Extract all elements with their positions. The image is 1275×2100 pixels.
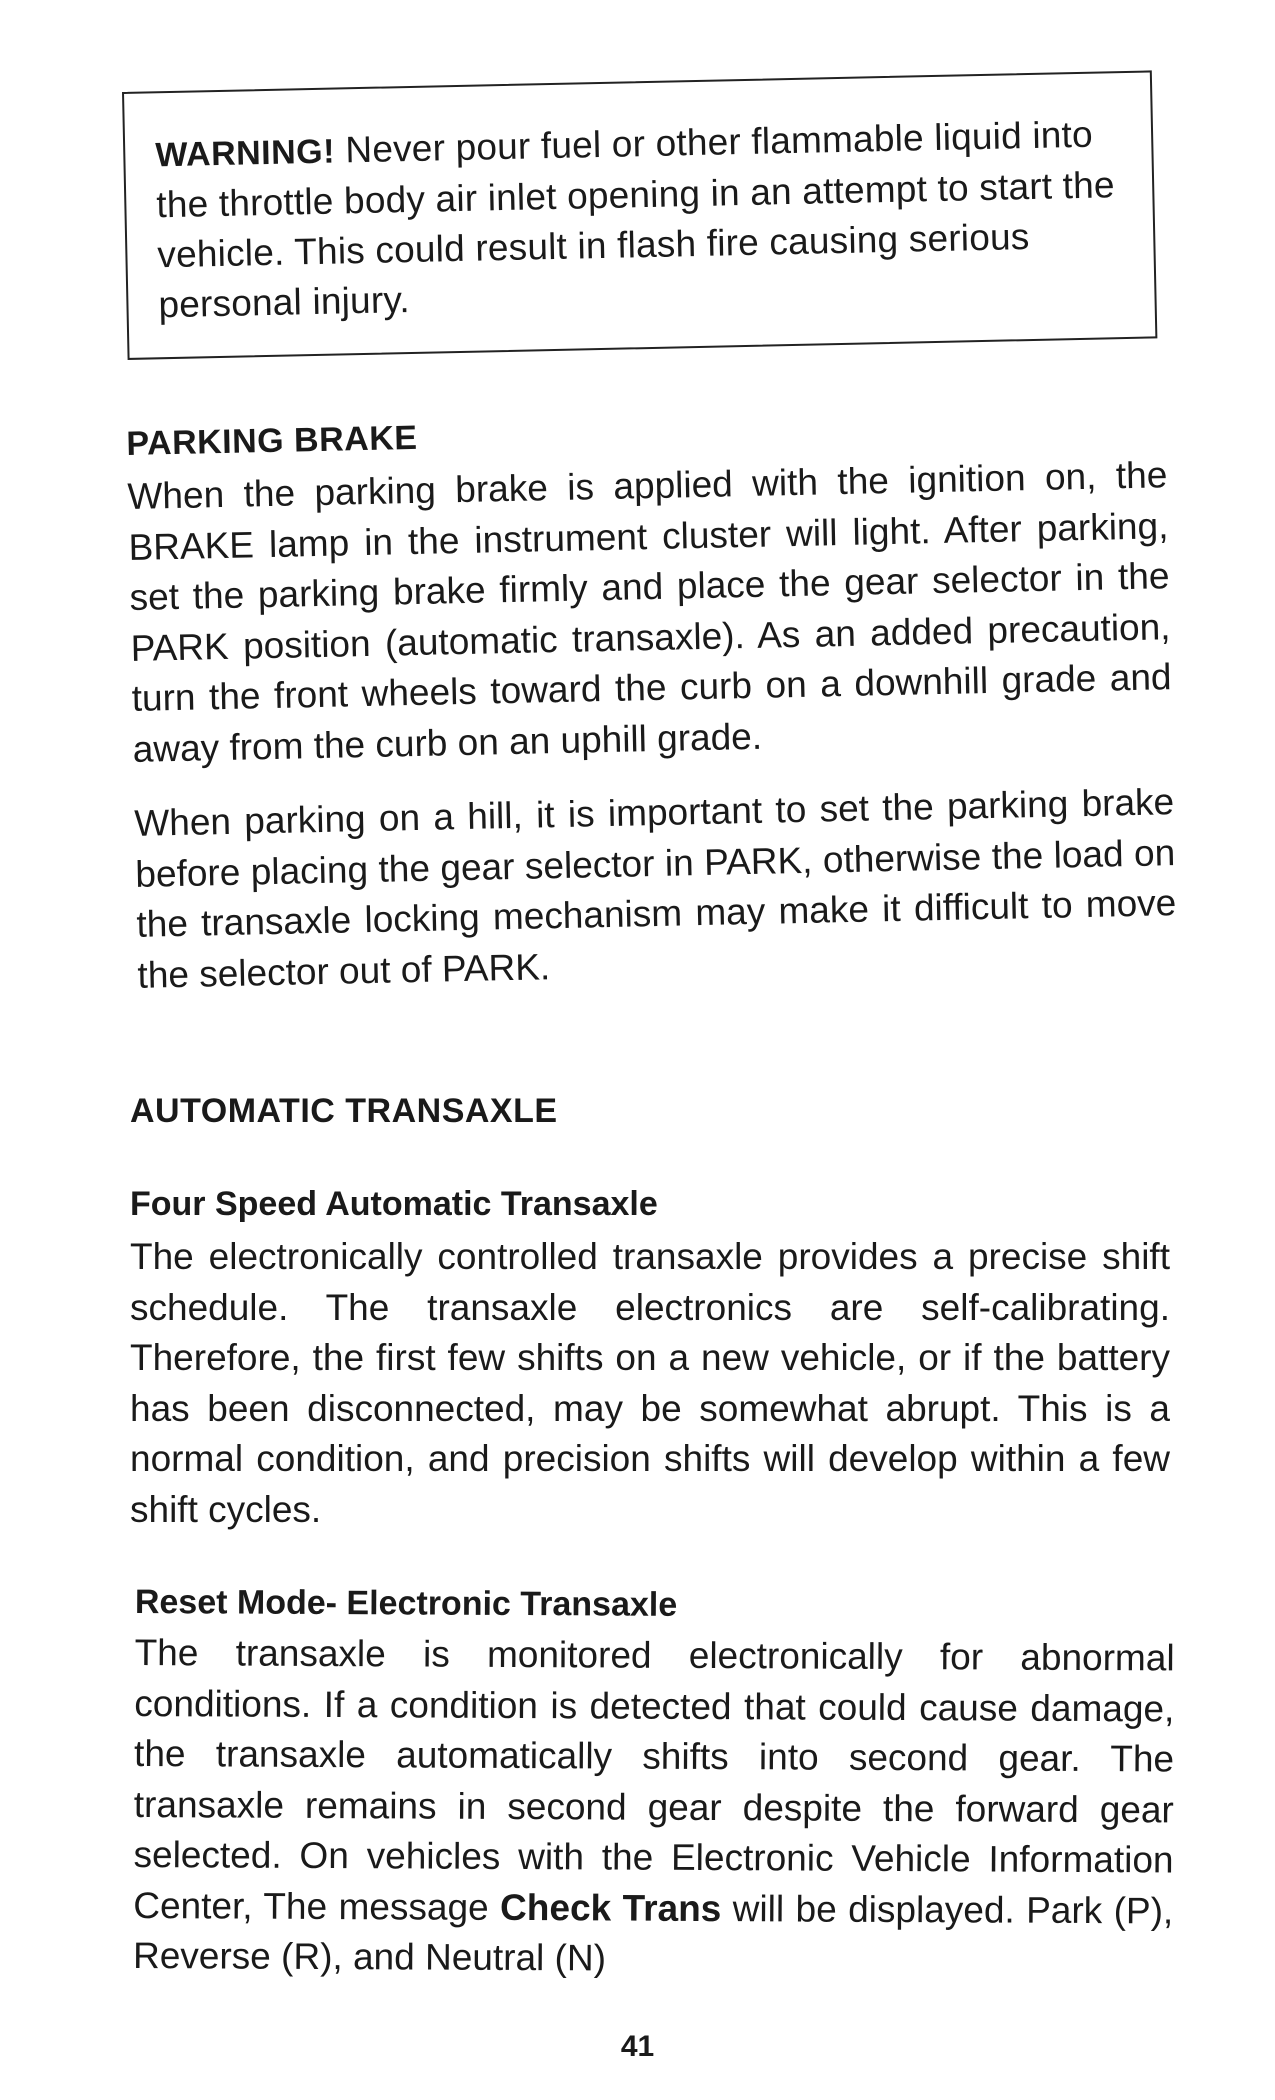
- parking-brake-paragraph-2: When parking on a hill, it is important to set the parking brake before placing the gear selector in PARK, otherwise the load on the transaxle locking mechanism may make it difficult to move the selector out of PARK.: [133, 781, 1177, 996]
- reset-mode-text-before: The transaxle is monitored electronically for abnormal conditions. If a condition is detected that could cause damage, the transaxle automatically shifts into second gear. The transaxle remains in second gear despite the forward gear selected. On vehicles with the Electronic Vehicle Information Center, The message: [133, 1631, 1175, 1928]
- automatic-transaxle-heading-block: [130, 1092, 1170, 1131]
- reset-mode-title: Reset Mode- Electronic Transaxle: [134, 1583, 678, 1624]
- parking-brake-title: PARKING BRAKE: [126, 418, 418, 463]
- reset-mode-text-after: will be displayed. Park (P), Reverse (R), and Neutral (N): [132, 1887, 1174, 1979]
- four-speed-paragraph: The electronically controlled transaxle provides a precise shift schedule. The transaxle electronics are self-calibrating. Therefore, the first few shifts on a new vehicle, or if the battery has been disconnected, may be somewhat abrupt. This is a normal condition, and precision shifts will develop within a few shift cycles.: [130, 1236, 1170, 1530]
- warning-text: Never pour fuel or other flammable liquid into the throttle body air inlet opening in an attempt to start the vehicle. This could result in flash fire causing serious personal injury.: [155, 113, 1116, 326]
- reset-mode-section: [133, 1583, 1175, 1987]
- reset-mode-paragraph: [133, 1628, 1175, 1987]
- check-trans-emphasis: Check Trans: [500, 1886, 722, 1929]
- warning-text-block: [155, 109, 1131, 330]
- parking-brake-paragraph-1: When the parking brake is applied with the ignition on, the BRAKE lamp in the instrument cluster will light. After parking, set the parking brake firmly and place the gear selector in the PARK position (automatic transaxle). As an added precaution, turn the front wheels toward the curb on a downhill grade and away from the curb on an uphill grade.: [127, 454, 1172, 770]
- warning-label: WARNING!: [154, 132, 336, 175]
- four-speed-section: [130, 1185, 1170, 1535]
- page-number: 41: [620, 2030, 655, 2063]
- parking-brake-section: [126, 403, 1178, 1001]
- four-speed-title: Four Speed Automatic Transaxle: [130, 1185, 658, 1223]
- warning-box: [122, 70, 1157, 360]
- automatic-transaxle-title: AUTOMATIC TRANSAXLE: [130, 1092, 558, 1130]
